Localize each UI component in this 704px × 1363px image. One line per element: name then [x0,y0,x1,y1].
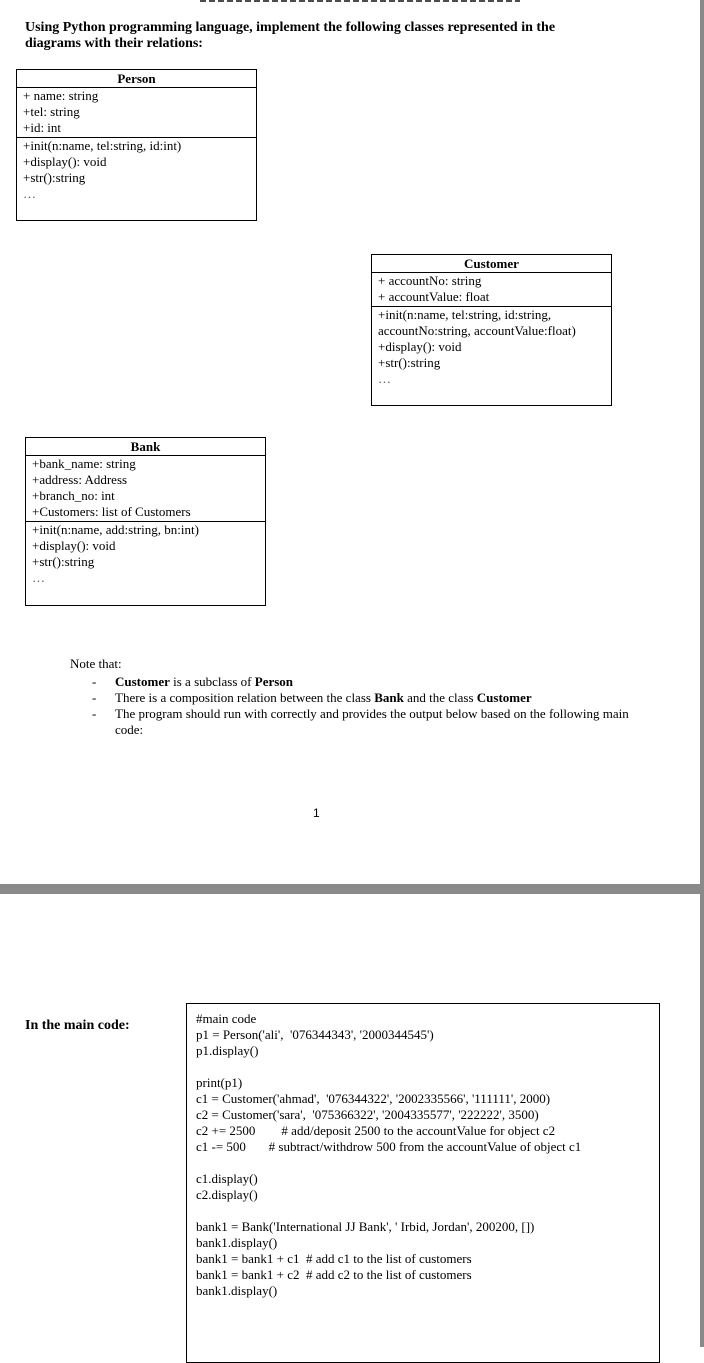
note-text: The program should run with correctly and provides the output below based on the following main code: [115,706,629,737]
bold-term: Person [254,674,294,689]
page-separator [0,884,704,894]
note-text: and the class [403,690,477,705]
code-line: bank1 = Bank('International JJ Bank', ' Irbid, Jordan', 200200, []) [196,1219,535,1234]
customer-class-box [371,254,612,406]
clipped-previous-text [200,0,520,3]
class-attributes [17,88,256,138]
code-line: c1 = Customer('ahmad', '076344322', '2002335566', '111111', 2000) [196,1091,551,1106]
attribute: +id: int [23,120,62,135]
attribute: + accountNo: string [378,273,482,288]
note-item [70,690,630,706]
attribute: +bank_name: string [32,456,136,471]
class-title: Bank [26,438,265,456]
code-line: c2.display() [196,1187,258,1202]
class-title: Customer [372,255,611,273]
operation-ellipsis: … [23,186,36,201]
code-line: c2 += 2500 # add/deposit 2500 to the accountValue for object c2 [196,1123,556,1138]
note-item [70,706,630,738]
operation: +display(): void [32,538,116,553]
operation-ellipsis: … [378,371,391,386]
list-dash: - [92,706,97,721]
note-intro: Note that: [70,656,122,671]
operation: +str():string [378,355,441,370]
note-text: is a subclass of [169,674,255,689]
code-line: p1 = Person('ali', '076344343', '2000344545') [196,1027,434,1042]
operation: +init(n:name, add:string, bn:int) [32,522,199,537]
viewer-right-edge [700,0,704,1347]
class-operations [26,522,265,586]
assignment-heading: Using Python programming language, implement the following classes represented in the diagrams with their relations: [25,20,556,51]
code-line: print(p1) [196,1075,243,1090]
operation: +display(): void [378,339,462,354]
code-line: c1.display() [196,1171,258,1186]
main-code-box [186,1003,660,1363]
list-dash: - [92,690,97,705]
note-section [70,656,630,738]
operation: +str():string [23,170,86,185]
bold-term: Customer [476,690,532,705]
note-list [70,674,630,738]
code-line: c1 -= 500 # subtract/withdrow 500 from the accountValue of object c1 [196,1139,582,1154]
bank-class-box [25,437,266,606]
page-number: 1 [313,806,320,820]
code-blank-line [196,1203,659,1219]
code-line: bank1 = bank1 + c2 # add c2 to the list of customers [196,1267,472,1282]
attribute: + name: string [23,88,99,103]
list-dash: - [92,674,97,689]
code-line: bank1.display() [196,1283,278,1298]
operation: +init(n:name, tel:string, id:string, accountNo:string, accountValue:float) [378,307,576,338]
operation: +str():string [32,554,95,569]
code-line: c2 = Customer('sara', '075366322', '2004335577', '222222', 3500) [196,1107,539,1122]
code-blank-line [196,1155,659,1171]
operation-ellipsis: … [32,570,45,585]
attribute: +Customers: list of Customers [32,504,191,519]
class-operations [17,138,256,202]
note-item [70,674,630,690]
class-attributes [372,273,611,307]
code-blank-line [196,1059,659,1075]
person-class-box [16,69,257,221]
attribute: + accountValue: float [378,289,490,304]
bold-term: Bank [374,690,404,705]
attribute: +address: Address [32,472,128,487]
bold-term: Customer [115,674,170,689]
class-operations [372,307,611,387]
note-text: There is a composition relation between the class [115,690,375,705]
code-line: p1.display() [196,1043,259,1058]
code-line: #main code [196,1011,257,1026]
operation: +init(n:name, tel:string, id:int) [23,138,182,153]
code-line: bank1 = bank1 + c1 # add c1 to the list of customers [196,1251,472,1266]
class-attributes [26,456,265,522]
main-code-label: In the main code: [25,1018,130,1033]
code-line: bank1.display() [196,1235,278,1250]
class-title: Person [17,70,256,88]
attribute: +tel: string [23,104,80,119]
operation: +display(): void [23,154,107,169]
attribute: +branch_no: int [32,488,115,503]
